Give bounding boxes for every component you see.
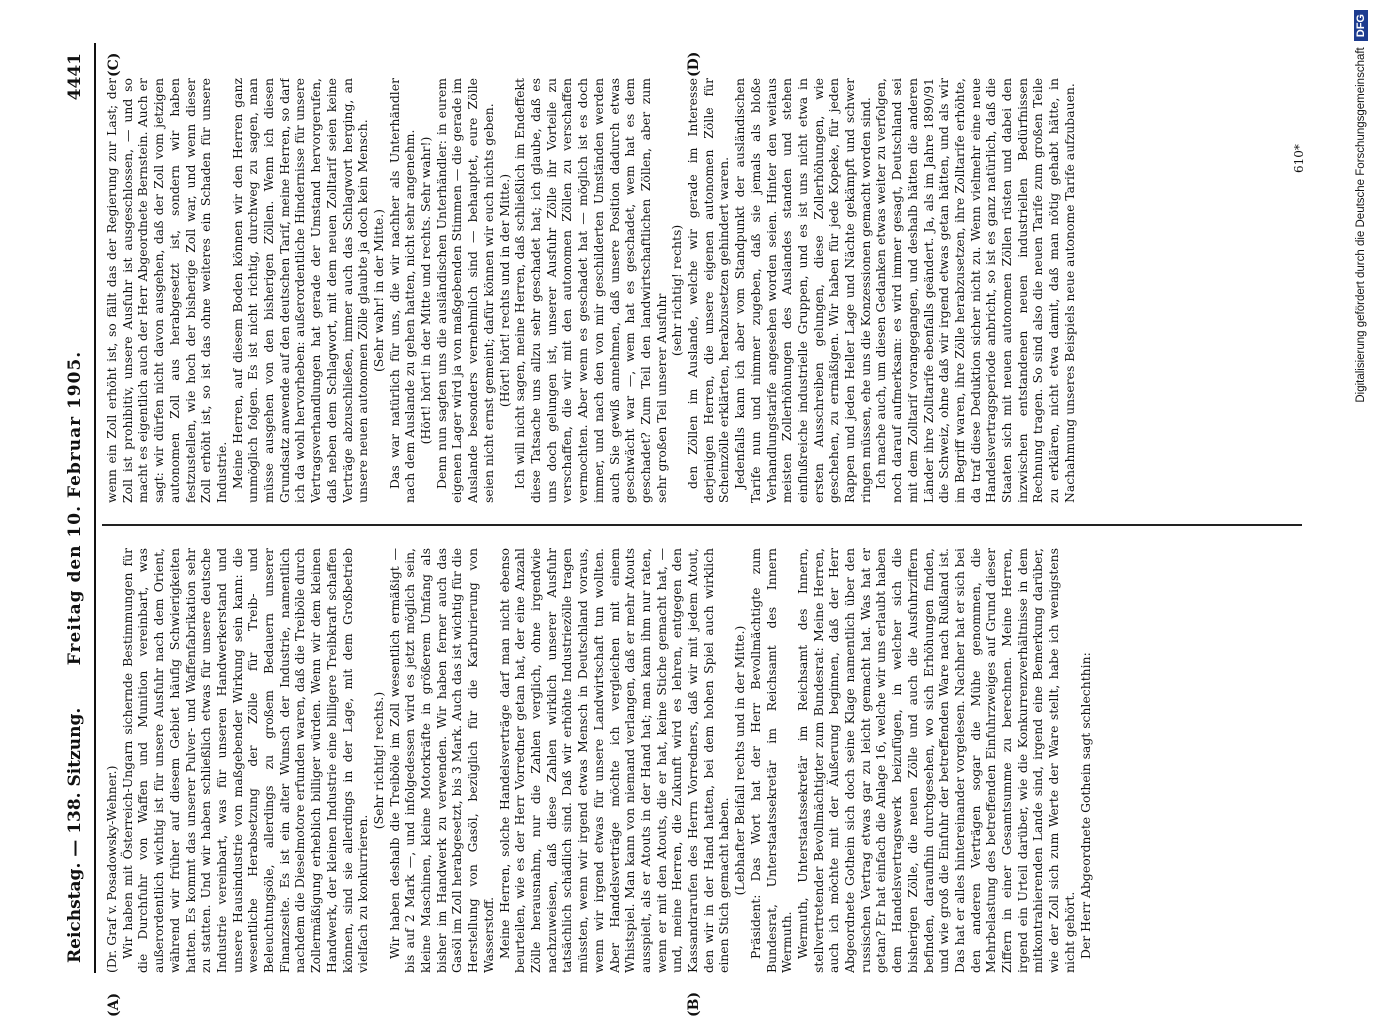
header-left: Reichstag. — 138. Sitzung. xyxy=(65,707,85,963)
margin-mark-a: (A) xyxy=(106,992,122,1017)
credit-sidebar xyxy=(1346,10,1376,990)
dfg-logo: DFG xyxy=(1354,10,1368,41)
paragraph: Meine Herren, auf diesem Boden können wir den Herren ganz unmöglich folgen. Es ist nicht richtig, durchweg zu sagen, man müsse ausgehen von den bisherigen Zöllen. Wenn ich diesen Grundsatz anwende auf den deutschen Tarif, meine Herren, so darf ich da wohl hervorheben: außerordentliche Hindernisse für unsere Vertragsverhandlungen hat gerade der Umstand hervorgerufen, daß neben dem Schlagwort, mit dem neuen Zolltarif seien keine Verträge abzuschließen, immer auch das Schlagwort herging, an unsere neuen autonomen Zölle glaubte ja doch kein Mensch. xyxy=(229,78,371,503)
left-column xyxy=(104,548,1284,973)
speaker-ref: (Dr. Graf v. Posadowsky-Wehner.) xyxy=(104,765,119,973)
column-divider xyxy=(102,524,1302,526)
paragraph: Wermuth, Unterstaatssekretär im Reichsamt des Innern, stellvertretender Bevollmächtigter zum Bundesrat: Meine Herren, auch ich möchte mit der Äußerung beginnen, daß der Herr Abgeordnete Gothein sich doch seine Klage namentlich über den russischen Vertrag etwas gar zu leicht gemacht hat. Was hat er getan? Er hat einfach die Anlage 16, welche wir uns erlaubt haben dem Handelsvertragswerk beizufügen, in welcher sich die bisherigen Zölle, die neuen Zölle und auch die Ausfuhrziffern befinden, daraufhin durchgesehen, wo sich Erhöhungen finden, und wie groß die Einfuhr der betreffenden Ware nach Rußland ist. Das hat er alles hintereinander vorgelesen. Nachher hat er sich bei den anderen Verträgen sogar die Mühe genommen, die Mehrbelastung des betreffenden Einfuhrzweiges auf Grund dieser Ziffern in einer Gesamtsumme zu berechnen. Meine Herren, irgend ein Urteil darüber, wie die Konkurrenzverhältnisse in dem mitkontrahierenden Lande sind, irgend eine Bemerkung darüber, wie der Zoll sich zum Werte der Ware stellt, habe ich wenigstens nicht gehört. xyxy=(794,548,1077,973)
paragraph: den Zöllen im Auslande, welche wir gerade im Interesse derjenigen Herren, die unsere eigenen autonomen Zölle für Scheinzölle erklärten, herabzusetzen gehindert waren. xyxy=(685,78,732,503)
credit-text: Digitalisierung gefördert durch die Deutsche Forschungsgemeinschaft xyxy=(1355,47,1367,403)
page-number: 4441 xyxy=(65,53,85,101)
paragraph: Meine Herren, solche Handelsverträge darf man nicht ebenso beurteilen, wie es der Herr Vorredner getan hat, der eine Anzahl Zölle herausnahm, nur die Zahlen verglich, ohne irgendwie nachzuweisen, daß diese Zahlen wirklich unserer Ausfuhr tatsächlich schädlich sind. Daß wir erhöhte Industriezölle tragen müssten, wenn wir irgend etwas Mensch in Deutschland voraus, wenn wir irgend etwas für unsere Landwirtschaft tun wollten. Aber Handelsverträge möchte ich vergleichen mit einem Whistspiel. Man kann von niemand verlangen, daß er mehr Atouts ausspielt, als er Atouts in der Hand hat; man kann ihm nur raten, wenn er mit den Atouts, die er hat, keine Stiche gemacht hat, — und, meine Herren, die Zukunft wird es lehren, entgegen den Kassandrarufen des Herrn Vorredners, daß wir mit jedem Atout, den wir in der Hand hatten, bei dem hohen Spiel auch wirklich einen Stich gemacht haben. xyxy=(496,548,732,973)
signature-mark: 610* xyxy=(1292,144,1306,173)
paragraph: Jedenfalls kann ich aber vom Standpunkt der ausländischen Tarife nun und nimmer zugeben, daß sie jemals als bloße Verhandlungstarife angesehen worden seien. Hinter den weitaus meisten Zollerhöhungen des Auslandes standen und stehen einflußreiche industrielle Gruppen, und es ist uns nicht etwa in ersten Ausschreiben gelungen, diese Zollerhöhungen, wie geschehen, zu ermäßigen. Wir haben für jede Kopeke, für jeden Rappen und jeden Heller Lage und Nächte gekämpft und schwer ringen müssen, ehe uns die Konzessionen gemacht worden sind. xyxy=(732,78,873,503)
paragraph: wenn ein Zoll erhöht ist, so fällt das der Regierung zur Last; der Zoll ist prohibitiv, unsere Ausfuhr ist ausgeschlossen, — und so macht es eigentlich auch der Herr Abgeordnete Bernstein. Auch er sagt: wir dürfen nicht davon ausgehen, daß der Zoll vom jetzigen autonomen Zoll aus herabgesetzt ist, sondern wir haben festzustellen, wie hoch der bisherige Zoll war, und wenn dieser Zoll erhöht ist, so ist das ohne weiteres ein Schaden für unsere Industrie. xyxy=(104,78,229,503)
interjection: (Hört! hört! rechts und in der Mitte.) xyxy=(496,173,512,408)
interjection: (Hört! hört! in der Mitte und rechts. Sehr wahr!) xyxy=(418,136,434,445)
paragraph: Der Herr Abgeordnete Gothein sagt schlechthin: xyxy=(1077,652,1093,959)
paragraph: Ich mache auch, um diesen Gedanken etwas weiter zu verfolgen, noch darauf aufmerksam: es wird immer gesagt, Deutschland sei mit dem Zolltarif vorangegangen, und deshalb hätten die anderen Länder ihre Zolltarife ebenfalls geändert. Ja, als im Jahre 1890/91 die Schweiz, ohne daß wir irgend etwas getan hätten, und als wir im Begriff waren, ihre Zölle herabzusetzen, ihre Zolltarife erhöhte, da traf diese Deduktion sicher nicht zu. Wenn vielmehr eine neue Handelsvertragsperiode anbricht, so ist es ganz natürlich, daß die Staaten sich mit neuen autonomen Zöllen rüsten und dabei den inzwischen entstandenen neuen industriellen Bedürfnissen Rechnung tragen. So sind also die neuen Tarife zum großen Teile zu erklären, nicht etwa damit, daß man nötig gehabt hätte, in Nachahmung unseres Beispiels neue autonome Tarife aufzubauen. xyxy=(873,78,1077,503)
margin-mark-d: (D) xyxy=(686,51,702,77)
margin-mark-b: (B) xyxy=(686,991,702,1017)
header-rule xyxy=(94,43,96,973)
paragraph: Präsident: Das Wort hat der Herr Bevollmächtigte zum Bundesrat, Unterstaatssekretär im Reichsamt des Innern Wermuth. xyxy=(747,548,795,973)
paragraph: Das war natürlich für uns, die wir nachher als Unterhändler nach dem Auslande zu gehen hatten, nicht sehr angenehm. xyxy=(386,78,418,503)
header-date: Freitag den 10. Februar 1905. xyxy=(65,350,85,666)
paragraph: Wir haben mit Österreich-Ungarn sichernde Bestimmungen für die Durchfuhr von Waffen und Munition vereinbart, was außerordentlich wichtig ist für unsere Ausfuhr nach dem Orient, während wir früher auf diesem Gebiet häufig Schwierigkeiten hatten. Es kommt das unserer Pulver- und Waffenfabrikation sehr zu statten. Und wir haben schließlich etwas für unsere deutsche Industrie vereinbart, was für unseren Handwerkerstand und unsere Hausindustrie von maßgebender Wirkung sein kann: die wesentliche Herabsetzung der Zölle für Treib- und Beleuchtungsöle, allerdings zu großem Bedauern unserer Finanzseite. Es ist ein alter Wunsch der Industrie, namentlich nachdem die Dieselmotore erfunden waren, daß die Treiböle durch Zollermäßigung erheblich billiger würden. Wenn wir dem kleinen Handwerk, der kleinen Industrie eine billigere Treibkraft schaffen können, sind sie allerdings in der Lage, mit dem Großbetrieb vielfach zu konkurrieren. xyxy=(119,548,371,973)
margin-mark-c: (C) xyxy=(106,52,122,77)
right-column xyxy=(104,78,1284,503)
interjection: (sehr richtig! rechts) xyxy=(669,224,685,357)
paragraph: Ich will nicht sagen, meine Herren, daß schließlich im Endeffekt diese Tatsache uns allzu sehr geschadet hat; ich glaube, daß es uns doch gelungen ist, unserer Ausfuhr Zölle ihr Vorteile zu verschaffen, die wir mit den autonomen Zöllen zu verschaffen vermochten. Aber wenn es geschadet hat — möglich ist es doch immer, und nach den von mir geschilderten Umständen werden auch Sie gewiß annehmen, daß unsere Position dadurch etwas geschwächt war —, wem hat es geschadet, wem hat es dem geschadet? Zum Teil den landwirtschaftlichen Zöllen, aber zum sehr großen Teil unserer Ausfuhr xyxy=(512,78,669,503)
paragraph: Wir haben deshalb die Treiböle im Zoll wesentlich ermäßigt — bis auf 2 Mark —, und infolgedessen wird es jetzt möglich sein, kleine Maschinen, kleine Motorkräfte in größerem Umfang als bisher im Handwerk zu verwenden. Wir haben ferner auch das Gasöl im Zoll herabgesetzt, bis 3 Mark. Auch das ist wichtig für die Herstellung von Gasöl, bezüglich für die Karburierung von Wasserstoff. xyxy=(386,548,496,973)
rotated-page xyxy=(60,43,1335,1017)
interjection: (Sehr richtig! rechts.) xyxy=(370,691,386,830)
page-header xyxy=(60,43,90,973)
interjection: (Lebhafter Beifall rechts und in der Mitte.) xyxy=(732,625,748,896)
interjection: (Sehr wahr! in der Mitte.) xyxy=(370,208,386,373)
paragraph: Denn nun sagten uns die ausländischen Unterhändler: in eurem eigenen Lager wird ja von maßgebenden Stimmen — die gerade im Auslande besonders vernehmlich sind — behauptet, eure Zölle seien nicht ernst gemeint; dafür können wir euch nichts geben. xyxy=(433,78,496,503)
